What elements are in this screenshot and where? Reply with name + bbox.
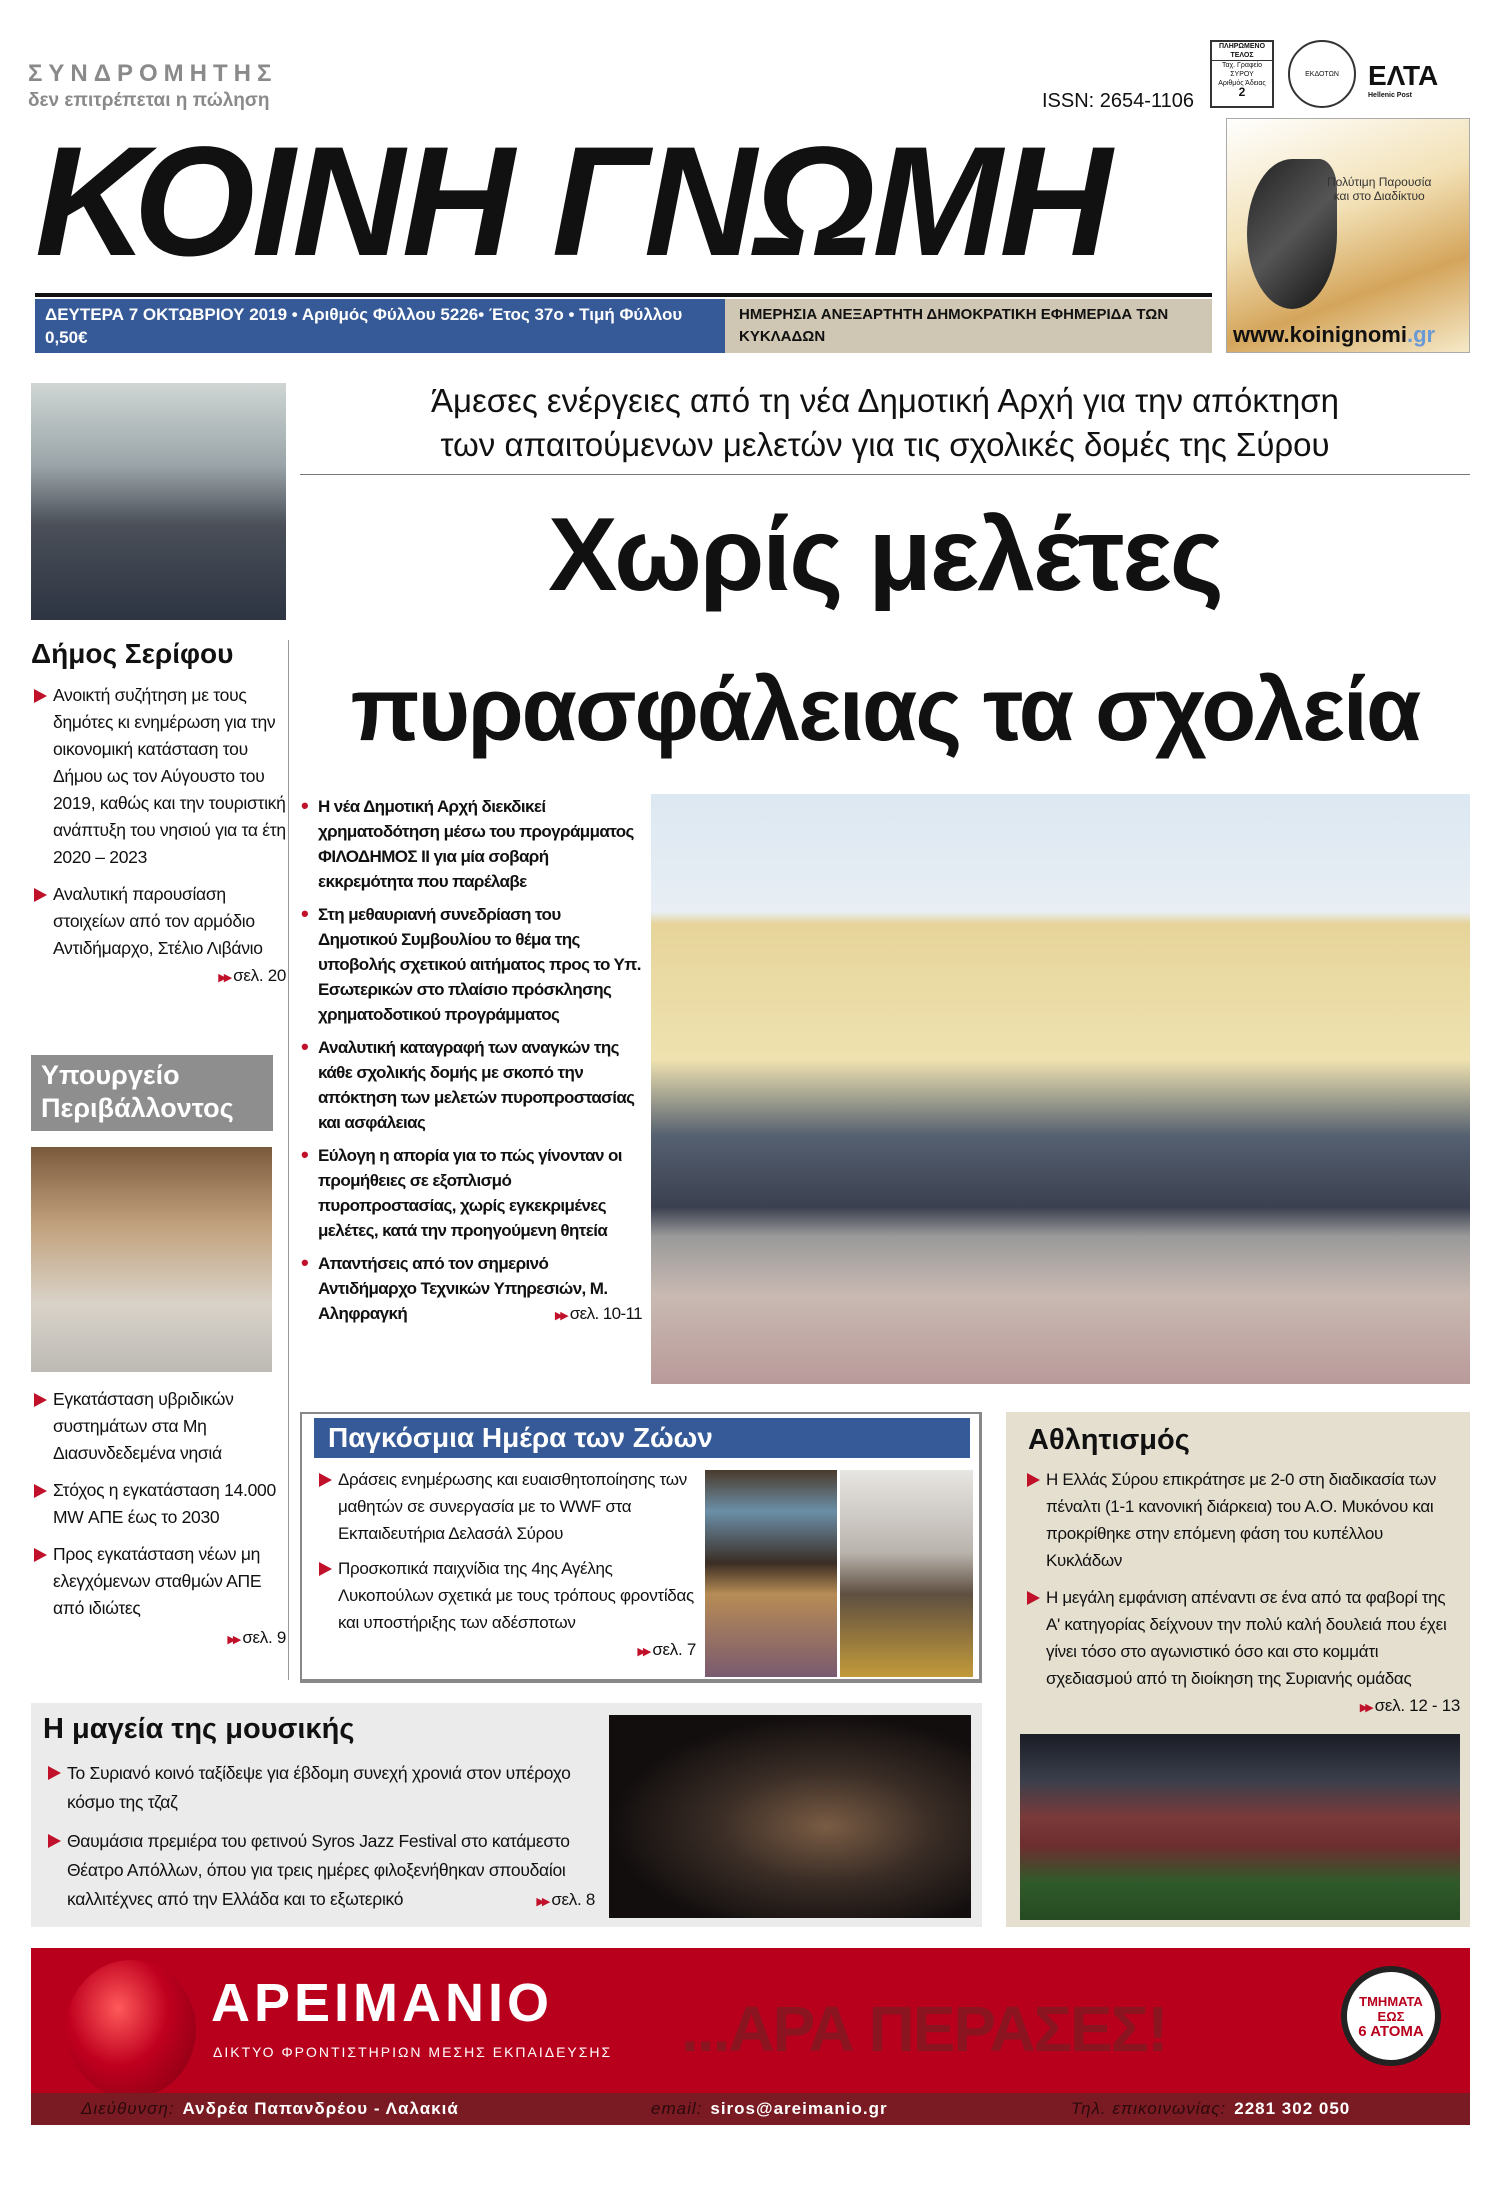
bullet-item: • Στη μεθαυριανή συνεδρίαση του Δημοτικού Συμβουλίου το θέμα της υποβολής σχετικού αιτήματος προς το Υπ. Εσωτερικών στο πλαίσιο πρόσκλησης χρηματοδοτικού προγράμματος <box>300 902 642 1027</box>
ad-slogan: ...ΑΡΑ ΠΕΡΑΣΕΣ! <box>681 1993 1167 2065</box>
tagline-bar: ΗΜΕΡΗΣΙΑ ΑΝΕΞΑΡΤΗΤΗ ΔΗΜΟΚΡΑΤΙΚΗ ΕΦΗΜΕΡΙΔΑ ΤΩΝ ΚΥΚΛΑΔΩΝ <box>725 299 1212 353</box>
ad-phone: Τηλ. επικοινωνίας: 2281 302 050 <box>1071 2099 1351 2118</box>
page-ref: ▶▶ σελ. 12 - 13 <box>1360 1692 1460 1722</box>
paid-postage-stamp <box>1210 40 1274 108</box>
ad-badge: ΤΜΗΜΑΤΑ ΕΩΣ 6 ΑΤΟΜΑ <box>1341 1966 1441 2066</box>
music-title: Η μαγεία της μουσικής <box>43 1713 355 1745</box>
bullet-item: • Η νέα Δημοτική Αρχή διεκδικεί χρηματοδότηση μέσω του προγράμματος ΦΙΛΟΔΗΜΟΣ ΙΙ για μία σοβαρή εκκρεμότητα που παρέλαβε <box>300 794 642 894</box>
ad-address: Διεύθυνση: Ανδρέα Παπανδρέου - Λαλακιά <box>81 2099 459 2118</box>
areimanio-ad[interactable] <box>31 1948 1470 2125</box>
environment-ministry-title: Υπουργείο Περιβάλλοντος <box>31 1055 273 1131</box>
lead-bullets <box>300 794 642 1334</box>
elta-sub: Hellenic Post <box>1368 92 1412 99</box>
environment-list <box>31 1386 286 1654</box>
serifos-list <box>31 682 286 992</box>
ad-brand-sub: ΔΙΚΤΥΟ ΦΡΟΝΤΙΣΤΗΡΙΩΝ ΜΕΣΗΣ ΕΚΠΑΙΔΕΥΣΗΣ <box>213 2044 613 2060</box>
list-item: Προς εγκατάσταση νέων μη ελεγχόμενων σταθμών ΑΠΕ από ιδιώτες <box>31 1541 286 1622</box>
scouts-photo <box>840 1470 973 1677</box>
list-item: Αναλυτική παρουσίαση στοιχείων από τον αρμόδιο Αντιδήμαρχο, Στέλιο Λιβάνιο ▶▶ σελ. 20 <box>31 881 286 962</box>
website-url[interactable]: www.koinignomi.gr <box>1233 322 1436 347</box>
sports-title: Αθλητισμός <box>1028 1424 1190 1456</box>
music-list <box>45 1759 595 1924</box>
animals-title: Παγκόσμια Ημέρα των Ζώων <box>314 1418 970 1458</box>
serifos-title: Δήμος Σερίφου <box>31 638 234 669</box>
list-item: Η μεγάλη εμφάνιση απέναντι σε ένα από τα φαβορί της Α' κατηγορίας δείχνουν την πολύ καλή δουλειά που έχει γίνει τόσο στο αγωνιστικό όσο και στο κομμάτι σχεδιασμού από τη διοίκηση της Συριανής ομάδας ▶▶ σελ. 12 - 13 <box>1024 1584 1460 1692</box>
list-item: Η Ελλάς Σύρου επικράτησε με 2-0 στη διαδικασία των πέναλτι (1-1 κανονική διάρκεια) του Α.Ο. Μυκόνου και προκρίθηκε στην επόμενη φάση του κυπέλλου Κυκλάδων <box>1024 1466 1460 1574</box>
stamp-text: 2 <box>1238 85 1246 99</box>
elta-text: ΕΛΤΑ <box>1368 60 1439 91</box>
bullet-item: • Αναλυτική καταγραφή των αναγκών της κάθε σχολικής δομής με σκοπό την απόκτηση των μελετών πυροπροστασίας και ασφάλειας <box>300 1035 642 1135</box>
lead-kicker: Άμεσες ενέργειες από τη νέα Δημοτική Αρχή για την απόκτηση των απαιτούμενων μελετών για τις σχολικές δομές της Σύρου <box>431 382 1339 463</box>
football-team-photo <box>1020 1734 1460 1920</box>
not-for-sale-label: δεν επιτρέπεται η πώληση <box>28 90 270 111</box>
issn: ISSN: 2654-1106 <box>1042 90 1194 112</box>
elta-logo <box>1368 60 1438 99</box>
animals-list <box>316 1466 696 1666</box>
ad-contact-strip <box>31 2093 1470 2125</box>
list-item: Εγκατάσταση υβριδικών συστημάτων στα Μη Διασυνδεδεμένα νησιά <box>31 1386 286 1467</box>
list-item: Το Συριανό κοινό ταξίδεψε για έβδομη συνεχή χρονιά στον υπέροχο κόσμο της τζαζ <box>45 1759 595 1817</box>
list-item: Στόχος η εγκατάσταση 14.000 MW ΑΠΕ έως το 2030 <box>31 1477 286 1531</box>
list-item: Θαυμάσια πρεμιέρα του φετινού Syros Jazz Festival στο κατάμεστο Θέατρο Απόλλων, όπου για τρεις ημέρες φιλοξενήθηκαν σπουδαίοι καλλιτέχνες από την Ελλάδα και το εξωτερικό ▶▶ σελ. 8 <box>45 1827 595 1914</box>
sports-list <box>1024 1466 1460 1722</box>
serifos-meeting-photo <box>31 383 286 620</box>
kicker-rule <box>300 474 1470 475</box>
speaker-photo <box>31 1147 272 1372</box>
list-item: Δράσεις ενημέρωσης και ευαισθητοποίησης των μαθητών σε συνεργασία με το WWF στα Εκπαιδευτήρια Δελασάλ Σύρου <box>316 1466 696 1547</box>
publishers-seal-icon <box>1288 40 1356 108</box>
headline-line-1: Χωρίς μελέτες <box>548 497 1222 613</box>
page-ref: ▶▶ σελ. 10-11 <box>555 1301 642 1329</box>
classroom-photo <box>705 1470 837 1677</box>
list-item: Ανοικτή συζήτηση με τους δημότες κι ενημέρωση για την οικονομική κατάσταση του Δήμου ως τον Αύγουστο του 2019, καθώς και την τουριστική ανάπτυξη του νησιού για τα έτη 2020 – 2023 <box>31 682 286 871</box>
column-divider <box>288 640 289 1680</box>
page-ref: ▶▶ σελ. 9 <box>227 1628 286 1647</box>
page-ref: ▶▶ σελ. 20 <box>218 962 286 992</box>
newspaper-title: ΚΟΙΝΗ ΓΝΩΜΗ <box>35 115 1110 289</box>
page-ref: ▶▶ σελ. 8 <box>536 1885 595 1917</box>
shell-image <box>1247 159 1337 309</box>
list-item: Προσκοπικά παιχνίδια της 4ης Αγέλης Λυκοπούλων σχετικά με τους τρόπους φροντίδας και υποστήριξης των αδέσποτων <box>316 1555 696 1636</box>
seal-text: ΕΚΔΟΤΩΝ <box>1305 70 1339 78</box>
school-students-photo <box>651 794 1470 1384</box>
jazz-concert-photo <box>609 1715 971 1918</box>
stamp-text: ΠΛΗΡΩΜΕΝΟ ΤΕΛΟΣ <box>1212 42 1272 61</box>
sports-box <box>1006 1412 1470 1927</box>
bullet-item: • Εύλογη η απορία για το πώς γίνονταν οι προμήθειες σε εξοπλισμό πυροπροστασίας, χωρίς εγκεκριμένες μελέτες, κατά την προηγούμενη θητεία <box>300 1143 642 1243</box>
bullet-item: • Απαντήσεις από τον σημερινό Αντιδήμαρχο Τεχνικών Υπηρεσιών, Μ. Αληφραγκή ▶▶ σελ. 10-11 <box>300 1251 642 1326</box>
headline-line-2: πυρασφάλειας τα σχολεία <box>350 660 1420 760</box>
music-box <box>31 1703 982 1927</box>
subscriber-label: ΣΥΝΔΡΟΜΗΤΗΣ <box>28 60 278 87</box>
date-issue-bar: ΔΕΥΤΕΡΑ 7 ΟΚΤΩΒΡΙΟΥ 2019 • Αριθμός Φύλλου 5226• Έτος 37ο • Τιμή Φύλλου 0,50€ <box>35 299 725 353</box>
stamp-text: Ταχ. Γραφείο ΣΥΡΟΥ <box>1221 62 1263 78</box>
website-ad[interactable] <box>1226 118 1470 353</box>
web-ad-text: Πολύτιμη Παρουσία και στο Διαδίκτυο <box>1327 175 1432 203</box>
masthead-rule <box>35 293 1212 297</box>
areimanio-logo-icon <box>66 1960 196 2098</box>
page-ref: ▶▶ σελ. 7 <box>637 1640 696 1659</box>
stamp-text: Αριθμός Άδειας <box>1218 80 1266 87</box>
animals-day-box <box>300 1412 982 1683</box>
ad-brand: ΑΡΕΙΜΑΝΙΟ <box>211 1973 554 2033</box>
ad-email[interactable]: email: siros@areimanio.gr <box>651 2099 888 2118</box>
